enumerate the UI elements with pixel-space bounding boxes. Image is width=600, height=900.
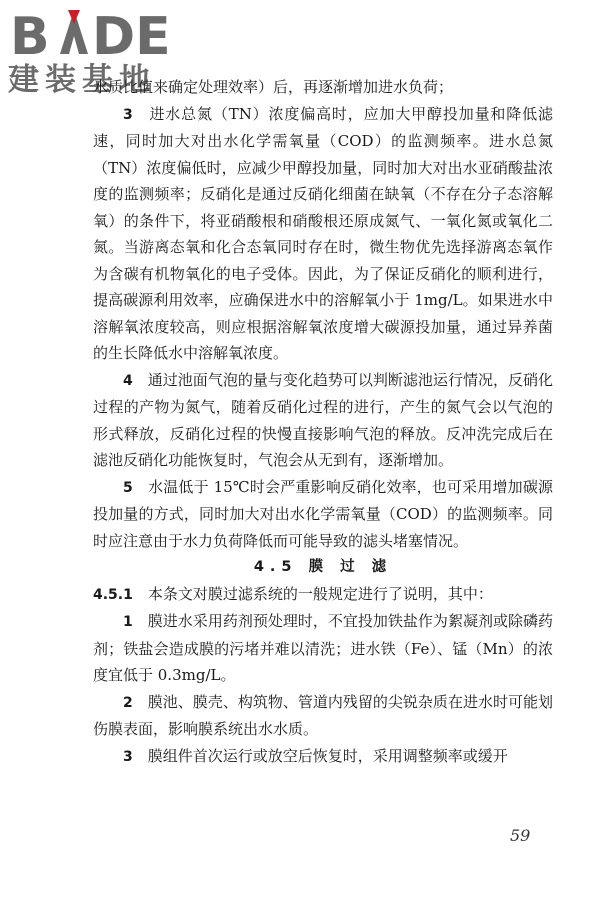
item-text: 水温低于 15℃时会严重影响反硝化效率，也可采用增加碳源投加量的方式，同时加大对出水化学需氧量（COD）的监测频率。同时应注意由于水力负荷降低而可能导致的滤头堵塞情况。 — [93, 477, 553, 550]
item-number: 1 — [123, 614, 133, 630]
membrane-item-3 — [93, 743, 553, 771]
paragraph-continued — [93, 74, 553, 101]
membrane-item-2 — [93, 689, 553, 743]
item-4 — [93, 367, 553, 474]
item-text: 通过池面气泡的量与变化趋势可以判断滤池运行情况，反硝化过程的产物为氮气，随着反硝化过程的进行，产生的氮气会以气泡的形式释放，反硝化过程的快慢直接影响气泡的释放。反冲洗完成后在滤池反硝化功能恢复时，气泡会从无到有，逐渐增加。 — [93, 370, 553, 469]
item-number: 3 — [123, 748, 133, 765]
svg-text:B: B — [10, 7, 51, 67]
svg-text:建装基地: 建装基地 — [8, 62, 156, 96]
svg-text:DE: DE — [92, 7, 171, 67]
item-text: 进水总氮（TN）浓度偏高时，应加大甲醇投加量和降低滤速，同时加大对出水化学需氧量（COD）的监测频率。进水总氮（TN）浓度偏低时，应减少甲醇投加量，同时加大对出水亚硝酸盐浓度的监测频率；反硝化是通过反硝化细菌在缺氧（不存在分子态溶解氧）的条件下，将亚硝酸根和硝酸根还原成氮气、一氧化氮或氧化二氮。当游离态氧和化合态氧同时存在时，微生物优先选择游离态氧作为含碳有机物氧化的电子受体。因此，为了保证反硝化的顺利进行，提高碳源利用效率，应确保进水中的溶解氧小于 1mg/L。如果进水中溶解氧浓度较高，则应根据溶解氧浓度增大碳源投加量，通过异养菌的生长降低水中溶解氧浓度。 — [93, 104, 553, 362]
clause-number: 4.5.1 — [93, 586, 133, 603]
item-3 — [93, 101, 553, 367]
paragraph-text: 水质比值来确定处理效率）后，再逐渐增加进水负荷； — [93, 78, 454, 96]
item-number: 5 — [123, 479, 133, 496]
page-number: 59 — [510, 826, 531, 845]
membrane-item-1 — [93, 608, 553, 689]
body-text — [93, 74, 553, 770]
item-5 — [93, 474, 553, 555]
section-heading: 4.5 膜 过 滤 — [253, 559, 393, 575]
item-number: 2 — [123, 694, 133, 711]
item-number: 3 — [123, 106, 133, 123]
clause-4-5-1 — [93, 581, 553, 609]
item-text: 膜组件首次运行或放空后恢复时，采用调整频率或缓开 — [147, 746, 508, 765]
item-text: 膜进水采用药剂预处理时，不宜投加铁盐作为絮凝剂或除磷药剂；铁盐会造成膜的污堵并难以清洗；进水铁（Fe）、锰（Mn）的浓度宜低于 0.3mg/L。 — [93, 612, 553, 684]
item-number: 4 — [123, 372, 133, 389]
logo-a-mark — [60, 10, 88, 54]
clause-text: 本条文对膜过滤系统的一般规定进行了说明，其中： — [147, 584, 493, 603]
item-text: 膜池、膜壳、构筑物、管道内残留的尖锐杂质在进水时可能划伤膜表面，影响膜系统出水水质。 — [93, 692, 553, 738]
